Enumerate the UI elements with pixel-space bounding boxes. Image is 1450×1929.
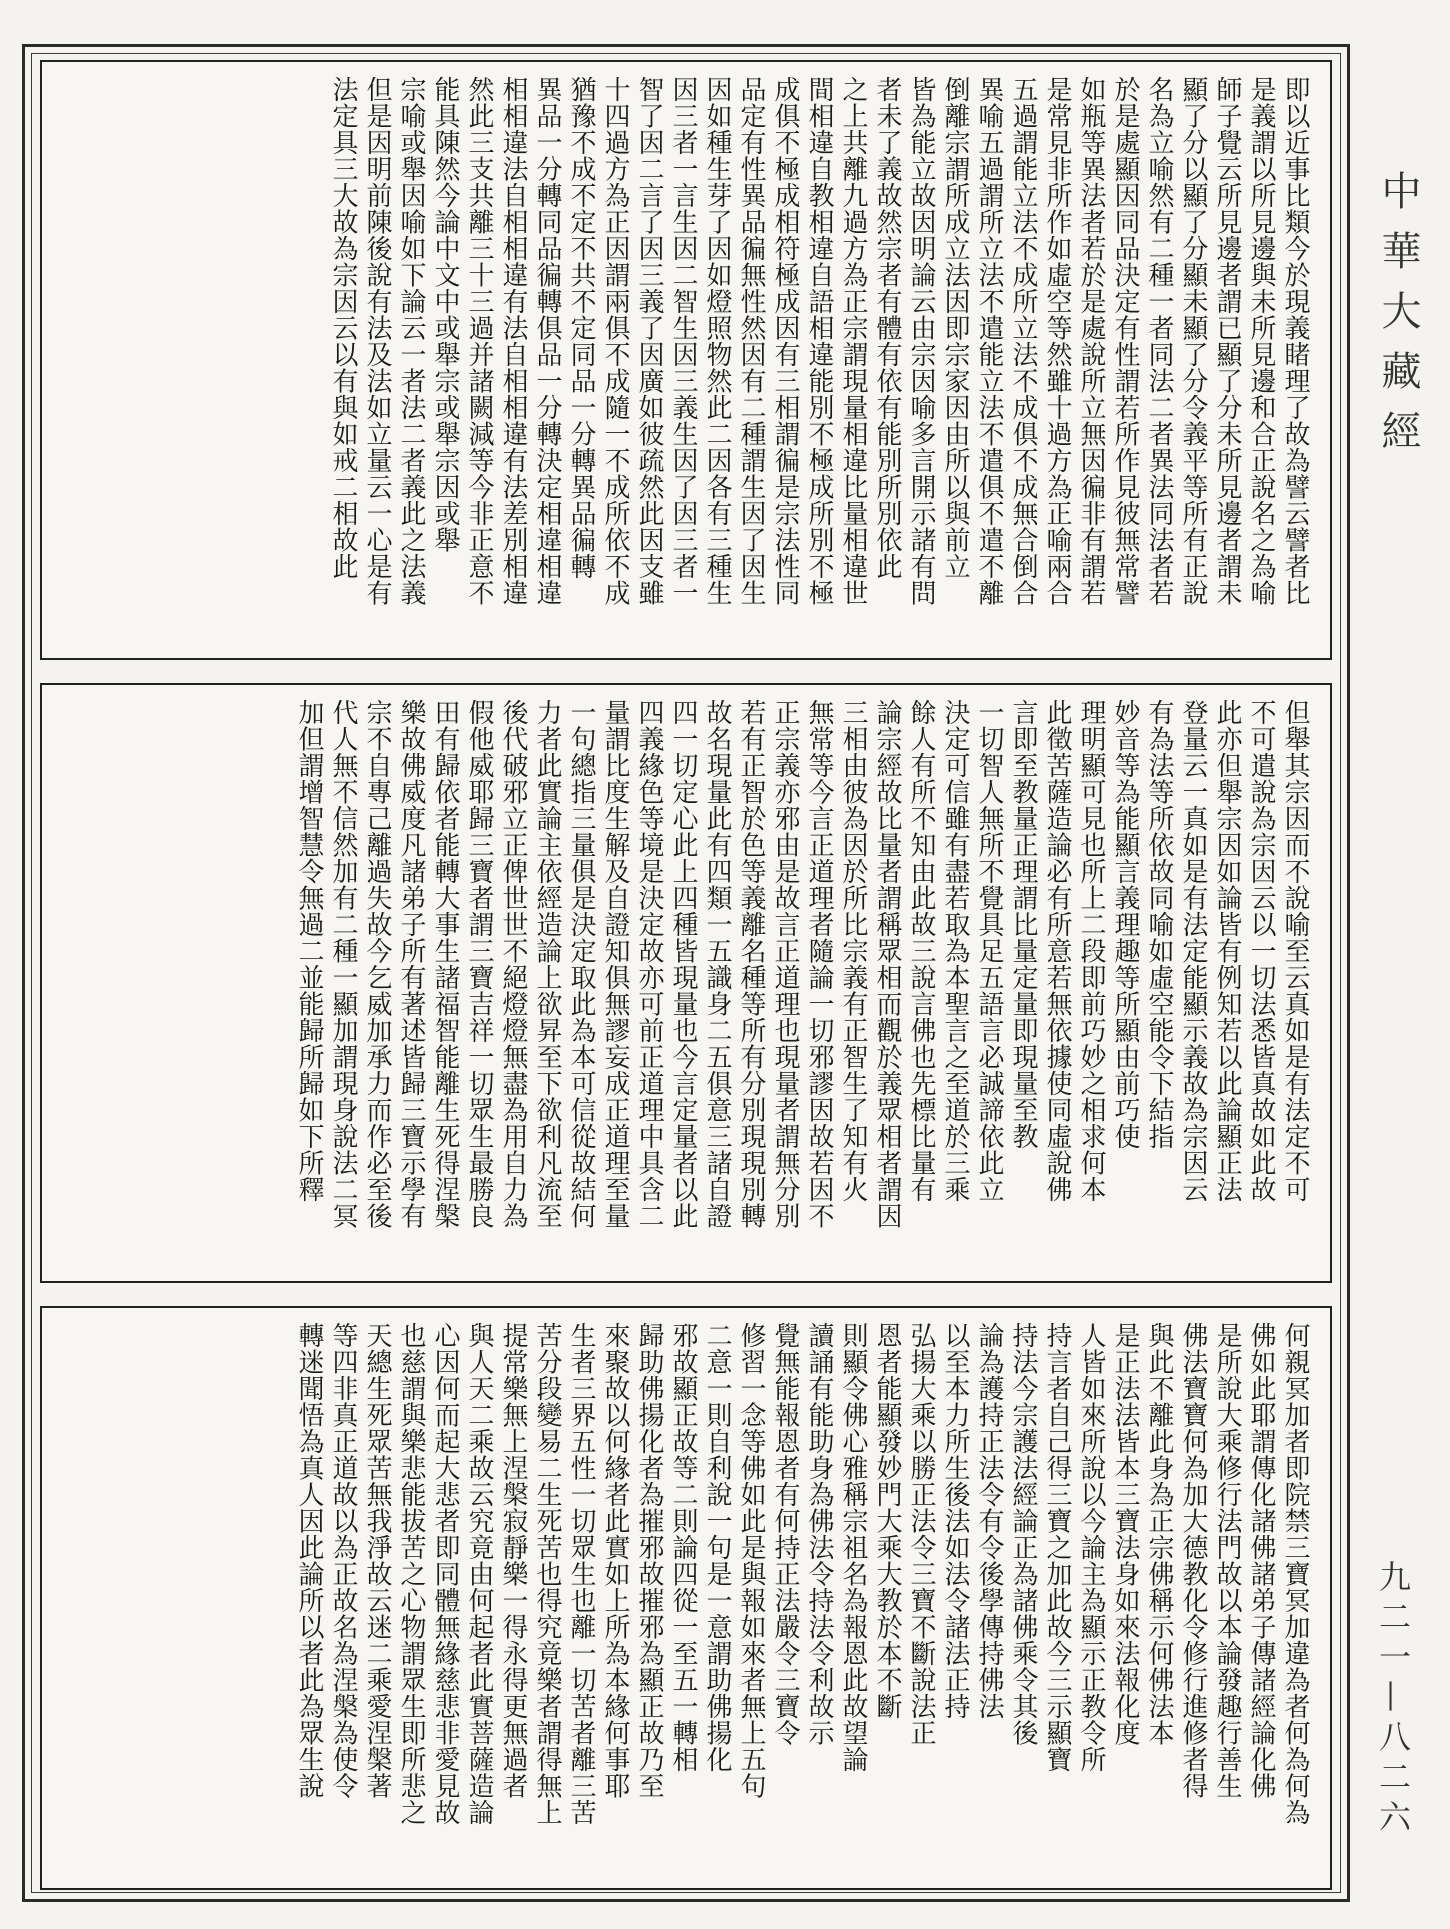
text-column: 登量云一真如是有法定能顯示義故為宗因云	[1178, 699, 1208, 1203]
text-column: 力者此實論主依經造論上欲昇至下欲利凡流至	[532, 699, 562, 1229]
text-column: 假他威耶歸三寶者謂三寶吉祥一切眾生最勝良	[464, 699, 494, 1229]
text-column: 心因何而起大悲者即同體無緣慈悲非愛見故	[430, 1322, 460, 1826]
text-register-bottom	[40, 1306, 1332, 1890]
text-column: 則顯令佛心雅稱宗祖名為報恩此故望論	[838, 1322, 868, 1773]
text-column: 等四非真正道故以為正故名為涅槃為使令	[328, 1322, 358, 1799]
text-column: 覺無能報恩者有何持正法嚴令三寶令	[770, 1322, 800, 1746]
text-column: 四義緣色等境是決定故亦可前正道理中具含二	[634, 699, 664, 1229]
text-column: 一句總指三量俱是決定取此為本可信從故結何	[566, 699, 596, 1229]
text-column: 後代破邪立正俾世世不絕燈燈無盡為用自力為	[498, 699, 528, 1229]
text-column: 論宗經故比量者謂稱眾相而觀於義眾相者謂因	[872, 699, 902, 1229]
text-column: 成俱不極成相符極成因有三相謂徧是宗法性同	[770, 76, 800, 606]
text-column: 天總生死眾苦無我淨故云迷二乘愛涅槃著	[362, 1322, 392, 1799]
text-column: 理明顯可見也所上二段即前巧妙之相求何本	[1076, 699, 1106, 1203]
text-column: 皆為能立故因明論云由宗因喻多言開示諸有問	[906, 76, 936, 606]
text-column: 倒離宗謂所成立法因即宗家因由所以與前立	[940, 76, 970, 580]
text-column: 間相違自教相違自語相違能別不極成所別不極	[804, 76, 834, 606]
text-column: 因如種生芽了因如燈照物然此二因各有三種生	[702, 76, 732, 606]
text-column: 佛如此耶謂傳化諸佛諸弟子傳諸經論化佛	[1246, 1322, 1276, 1799]
text-column: 有為法等所依故同喻如虛空能令下結指	[1144, 699, 1174, 1150]
text-column: 恩者能顯發妙門大乘大教於本不斷	[872, 1322, 902, 1720]
text-column: 不可遣說為宗因云以一切法悉皆真故如此故	[1246, 699, 1276, 1203]
text-column: 二意一則自利說一句是一意謂助佛揚化	[702, 1322, 732, 1773]
text-column: 猶豫不成不定不共不定同品一分轉異品徧轉	[566, 76, 596, 580]
text-column: 宗喻或舉因喻如下論云一者法二者義此之法義	[396, 76, 426, 606]
text-column: 者未了義故然宗者有體有依有能別所別依此	[872, 76, 902, 580]
text-column: 無常等今言正道理者隨論一切邪謬因故若因不	[804, 699, 834, 1229]
text-column: 是常見非所作如虛空等然雖十過方為正喻兩合	[1042, 76, 1072, 606]
text-column: 故名現量此有四類一五識身二五俱意三諸自證	[702, 699, 732, 1229]
text-column: 也慈謂與樂悲能拔苦之心物謂眾生即所悲之	[396, 1322, 426, 1826]
text-column: 品定有性異品徧無性然因有二種謂生因了因生	[736, 76, 766, 606]
text-register-top	[40, 60, 1332, 660]
text-column: 讀誦有能助身為佛法令持法令利故示	[804, 1322, 834, 1746]
text-column: 量謂比度生解及自證知俱無謬妄成正道理至量	[600, 699, 630, 1229]
collection-title: 中華大藏經	[1375, 170, 1421, 470]
text-column: 人皆如來所說以今論主為顯示正教令所	[1076, 1322, 1106, 1773]
text-column: 持言者自己得三寶之加此故今三示顯寶	[1042, 1322, 1072, 1773]
text-column: 修習一念等佛如此是與報如來者無上五句	[736, 1322, 766, 1799]
text-column: 若有正智於色等義離名種等所有分別現現別轉	[736, 699, 766, 1229]
text-column: 是所說大乘修行法門故以本論發趣行善生	[1212, 1322, 1242, 1799]
text-column: 是正法法皆本三寶法身如來法報化度	[1110, 1322, 1140, 1746]
text-column: 與人天二乘故云究竟由何起者此實菩薩造論	[464, 1322, 494, 1826]
text-column: 何親冥加者即院禁三寶冥加違為者何為何為	[1280, 1322, 1310, 1826]
text-column: 師子覺云所見邊者謂已顯了分未所見邊者謂未	[1212, 76, 1242, 606]
text-column: 因三者一言生因二智生因三義生因了因三者一	[668, 76, 698, 606]
page-number: 九二一—八二六	[1374, 1560, 1412, 1840]
text-column: 即以近事比類今於現義睹理了故為譬云譬者比	[1280, 76, 1310, 606]
text-column: 餘人有所不知由此故三說言佛也先標比量有	[906, 699, 936, 1203]
text-column: 十四過方為正因謂兩俱不成隨一不成所依不成	[600, 76, 630, 606]
text-register-middle	[40, 683, 1332, 1283]
text-column: 智了因二言了因三義了因廣如彼疏然此因支雖	[634, 76, 664, 606]
text-column: 決定可信雖有盡若取為本聖言之至道於三乘	[940, 699, 970, 1203]
text-column: 異品一分轉同品徧轉俱品一分轉決定相違相違	[532, 76, 562, 606]
text-column: 苦分段變易二生死苦也得究竟樂者謂得無上	[532, 1322, 562, 1826]
text-column: 四一切定心此上四種皆現量也今言定量者以此	[668, 699, 698, 1229]
text-column: 顯了分以顯了分顯未顯了分令義平等所有正說	[1178, 76, 1208, 606]
text-column: 此亦但舉宗因如論皆有例知若以此論顯正法	[1212, 699, 1242, 1203]
text-column: 法定具三大故為宗因云以有與如戒二相故此	[328, 76, 358, 580]
text-column: 來聚故以何緣者此實如上所為本緣何事耶	[600, 1322, 630, 1799]
text-column: 之上共離九過方為正宗謂現量相違比量相違世	[838, 76, 868, 606]
text-column: 加但謂增智慧令無過二並能歸所歸如下所釋	[294, 699, 324, 1203]
text-column: 名為立喻然有二種一者同法二者異法同法者若	[1144, 76, 1174, 606]
text-column: 田有歸依者能轉大事生諸福智能離生死得涅槃	[430, 699, 460, 1229]
text-column: 此徵苦薩造論必有所意若無依據使同虛說佛	[1042, 699, 1072, 1203]
text-column: 弘揚大乘以勝正法令三寶不斷說法正	[906, 1322, 936, 1746]
text-column: 生者三界五性一切眾生也離一切苦者離三苦	[566, 1322, 596, 1826]
text-column: 宗不自專己離過失故今乞威加承力而作必至後	[362, 699, 392, 1229]
text-column: 但舉其宗因而不說喻至云真如是有法定不可	[1280, 699, 1310, 1203]
text-column: 提常樂無上涅槃寂靜樂一得永得更無過者	[498, 1322, 528, 1799]
text-column: 是義謂以所見邊與未所見邊和合正說名之為喻	[1246, 76, 1276, 606]
text-column: 相相違法自相相違有法自相相違有法差別相違	[498, 76, 528, 606]
text-block	[60, 699, 1312, 1267]
text-column: 五過謂能立法不成所立法不成俱不成無合倒合	[1008, 76, 1038, 606]
text-column: 轉迷聞悟為真人因此論所以者此為眾生說	[294, 1322, 324, 1799]
text-block	[60, 76, 1312, 644]
text-column: 代人無不信然加有二種一顯加謂現身說法二冥	[328, 699, 358, 1229]
text-column: 與此不離此身為正宗佛稱示何佛法本	[1144, 1322, 1174, 1746]
text-column: 但是因明前陳後說有法及法如立量云一心是有	[362, 76, 392, 606]
text-column: 能具陳然今論中文中或舉宗或舉宗因或舉	[430, 76, 460, 553]
text-column: 言即至教量正理謂比量定量即現量至教	[1008, 699, 1038, 1150]
text-block	[60, 1322, 1312, 1874]
text-column: 以至本力所生後法如法令諸法正持	[940, 1322, 970, 1720]
text-column: 三相由彼為因於所比宗義有正智生了知有火	[838, 699, 868, 1203]
text-column: 於是處顯因同品決定有性謂若所作見彼無常譬	[1110, 76, 1140, 606]
text-column: 佛法寶寶何為加大德教化令修行進修者得	[1178, 1322, 1208, 1799]
text-column: 正宗義亦邪由是故言正道理也現量者謂無分別	[770, 699, 800, 1229]
text-column: 一切智人無所不覺具足五語言必誠諦依此立	[974, 699, 1004, 1203]
text-column: 妙音等為能顯言義理趣等所顯由前巧使	[1110, 699, 1140, 1150]
text-column: 歸助佛揚化者為摧邪故摧邪為顯正故乃至	[634, 1322, 664, 1799]
text-column: 異喻五過謂所立法不遣能立法不遣俱不遣不離	[974, 76, 1004, 606]
text-column: 邪故顯正故等二則論四從一至五一轉相	[668, 1322, 698, 1773]
text-column: 樂故佛威度凡諸弟子所有著述皆歸三寶示學有	[396, 699, 426, 1229]
text-column: 如瓶等異法者若於是處說所立無因徧非有謂若	[1076, 76, 1106, 606]
text-column: 持法今宗護法經論正為諸佛乘令其後	[1008, 1322, 1038, 1746]
text-column: 然此三支共離三十三過并諸闕減等今非正意不	[464, 76, 494, 606]
text-column: 論為護持正法令有令後學傳持佛法	[974, 1322, 1004, 1720]
